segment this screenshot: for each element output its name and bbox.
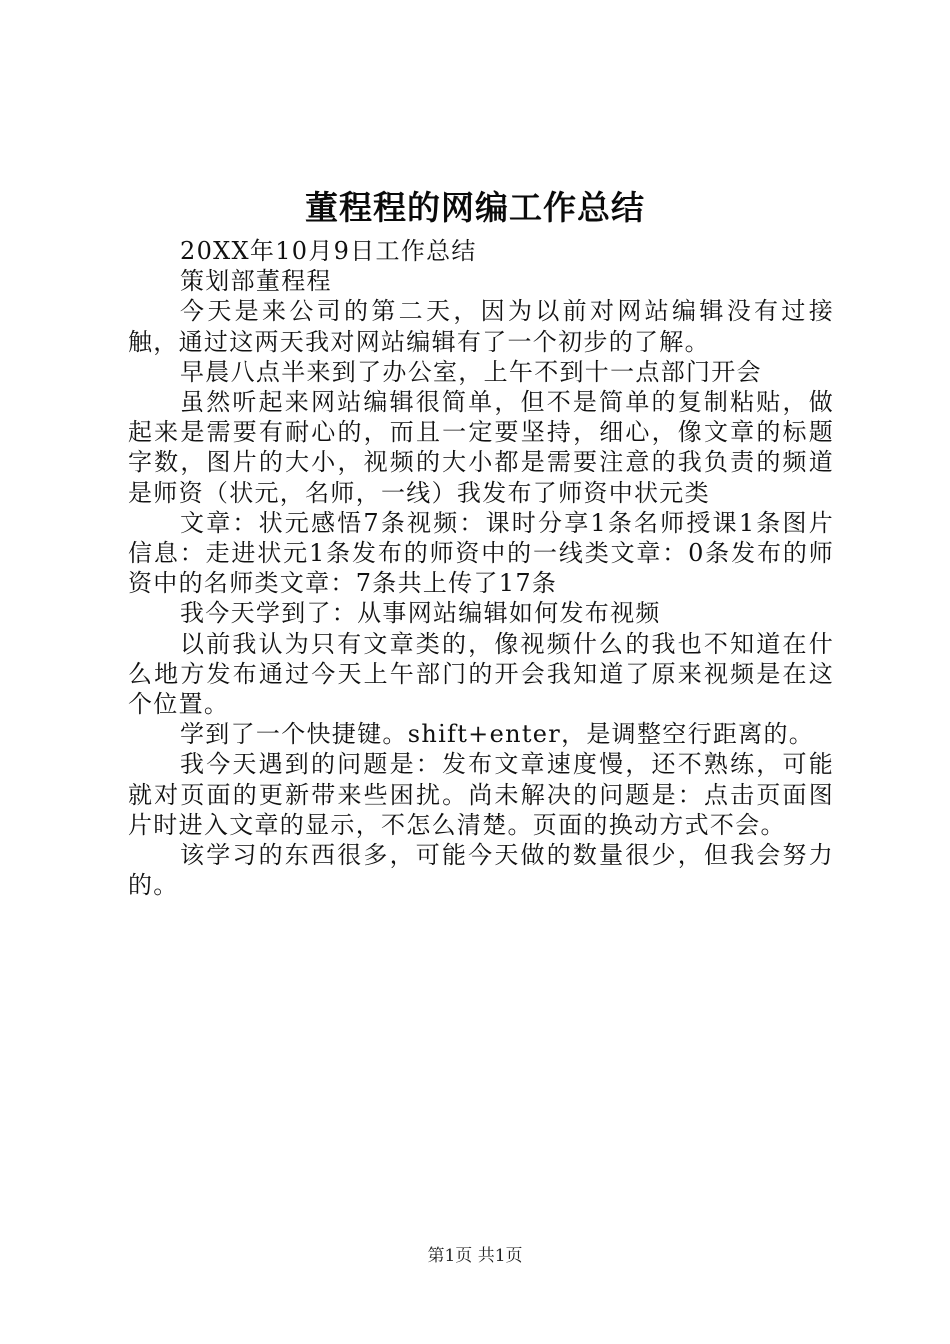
page-number-footer: 第1页 共1页 bbox=[427, 1246, 523, 1266]
document-body bbox=[128, 236, 834, 900]
paragraph: 文章：状元感悟7条视频：课时分享1条名师授课1条图片信息：走进状元1条发布的师资中的一线类文章：0条发布的师资中的名师类文章：7条共上传了17条 bbox=[128, 508, 834, 598]
paragraph: 早晨八点半来到了办公室，上午不到十一点部门开会 bbox=[180, 357, 762, 386]
author-line: 策划部董程程 bbox=[180, 267, 332, 296]
paragraph: 今天是来公司的第二天，因为以前对网站编辑没有过接触，通过这两天我对网站编辑有了一个初步的了解。 bbox=[128, 297, 834, 356]
document-title: 董程程的网编工作总结 bbox=[305, 188, 645, 227]
paragraph: 虽然听起来网站编辑很简单，但不是简单的复制粘贴，做起来是需要有耐心的，而且一定要坚持，细心，像文章的标题字数，图片的大小，视频的大小都是需要注意的我负责的频道是师资（状元，名师，一线）我发布了师资中状元类 bbox=[128, 388, 834, 507]
paragraph: 该学习的东西很多，可能今天做的数量很少，但我会努力的。 bbox=[128, 841, 834, 900]
paragraph: 我今天学到了：从事网站编辑如何发布视频 bbox=[180, 599, 661, 628]
paragraph: 学到了一个快捷键。shift+enter，是调整空行距离的。 bbox=[180, 720, 815, 749]
paragraph: 我今天遇到的问题是：发布文章速度慢，还不熟练，可能就对页面的更新带来些困扰。尚未解决的问题是：点击页面图片时进入文章的显示，不怎么清楚。页面的换动方式不会。 bbox=[128, 750, 834, 839]
date-line: 20XX年10月9日工作总结 bbox=[180, 237, 477, 265]
paragraph: 以前我认为只有文章类的，像视频什么的我也不知道在什么地方发布通过今天上午部门的开会我知道了原来视频是在这个位置。 bbox=[128, 629, 834, 719]
